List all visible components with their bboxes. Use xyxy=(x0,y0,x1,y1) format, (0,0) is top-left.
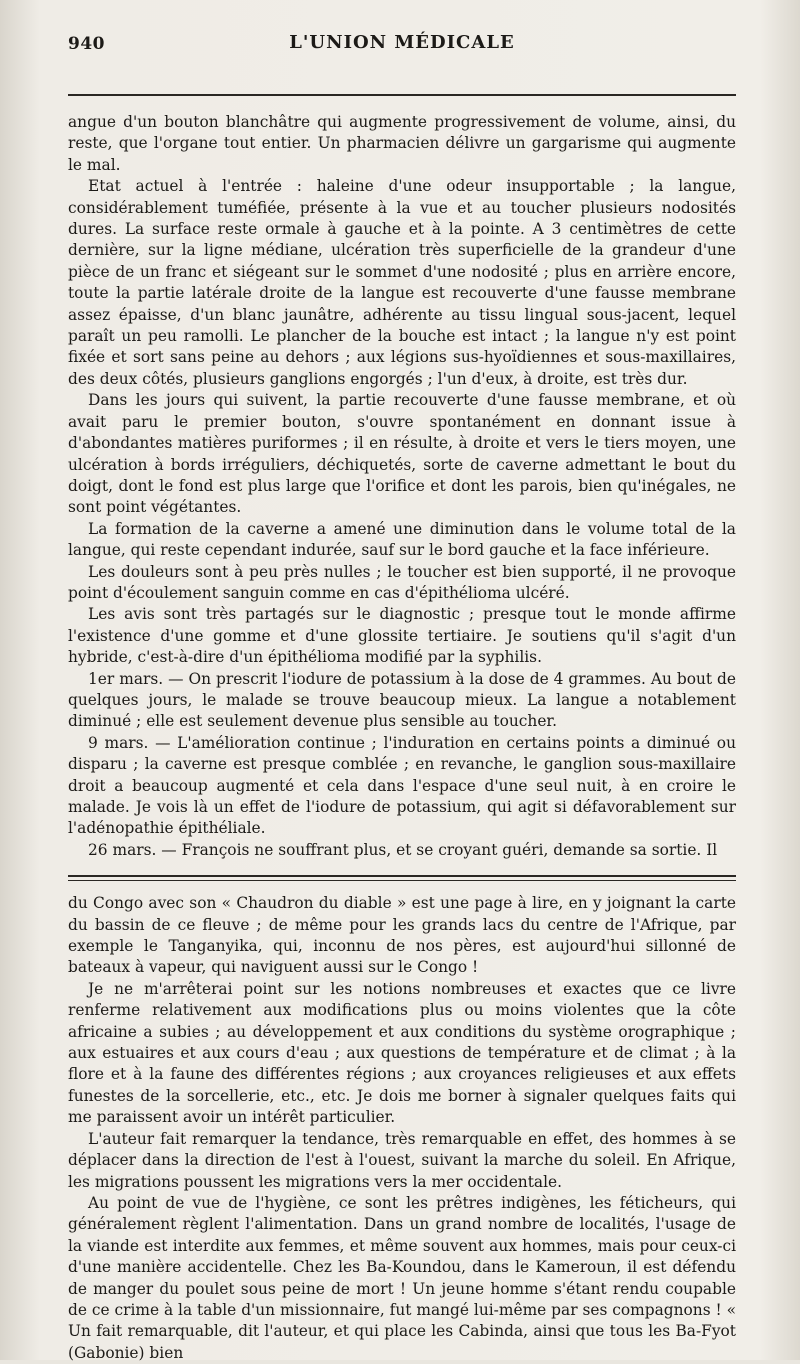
paragraph: 1er mars. — On prescrit l'iodure de potassium à la dose de 4 grammes. Au bout de quelques jours, le malade se trouve beaucoup mieux. La langue a notablement diminué ; elle est seulement devenue plus sensible au toucher. xyxy=(68,669,736,731)
page-number: 940 xyxy=(68,34,105,54)
paragraph: 26 mars. — François ne souffrant plus, et se croyant guéri, demande sa sortie. Il xyxy=(88,840,718,859)
paragraph: La formation de la caverne a amené une diminution dans le volume total de la langue, qui reste cependant indurée, sauf sur le bord gauche et la face inférieure. xyxy=(68,519,736,560)
paragraph: Je ne m'arrêterai point sur les notions nombreuses et exactes que ce livre renferme relativement aux modifications plus ou moins violentes que la côte africaine a subies ; au développement et aux conditions du système orographique ; aux estuaires et aux cours d'eau ; aux questions de température et de climat ; à la flore et à la faune des différentes régions ; aux croyances religieuses et aux effets funestes de la sorcellerie, etc., etc. Je dois me borner à signaler quelques faits qui me paraissent avoir un intérêt particulier. xyxy=(68,979,736,1127)
article-top xyxy=(68,112,736,861)
paragraph: 9 mars. — L'amélioration continue ; l'induration en certains points a diminué ou disparu ; la caverne est presque comblée ; en revanche, le ganglion sous-maxillaire droit a beaucoup augmenté et cela dans l'espace d'une seul nuit, à en croire le malade. Je vois là un effet de l'iodure de potassium, qui agit si défavorablement sur l'adénopathie épithéliale. xyxy=(68,733,736,838)
article-bottom xyxy=(68,893,736,1364)
paragraph: Les douleurs sont à peu près nulles ; le toucher est bien supporté, il ne provoque point d'écoulement sanguin comme en cas d'épithélioma ulcéré. xyxy=(68,562,736,602)
paragraph: Au point de vue de l'hygiène, ce sont les prêtres indigènes, les féticheurs, qui généralement règlent l'alimentation. Dans un grand nombre de localités, l'usage de la viande est interdite aux femmes, et même souvent aux hommes, mais pour ceux-ci d'une manière accidentelle. Chez les Ba-Koundou, dans le Kameroun, il est défendu de manger du poulet sous peine de mort ! Un jeune homme s'étant rendu coupable de ce crime à la table d'un missionnaire, fut mangé lui-même par ses compagnons ! « Un fait remarquable, dit l'auteur, et qui place les Cabinda, ainsi que tous les Ba-Fyot (Gabonie) bien xyxy=(68,1193,736,1362)
paragraph: Etat actuel à l'entrée : haleine d'une odeur insupportable ; la langue, considérablement tuméfiée, présente à la vue et au toucher plusieurs nodosités dures. La surface reste ormale à gauche et à la pointe. A 3 centimètres de cette dernière, sur la ligne médiane, ulcération très superficielle de la grandeur d'une pièce de un franc et siégeant sur le sommet d'une nodosité ; plus en arrière encore, toute la partie latérale droite de la langue est recouverte d'une fausse membrane assez épaisse, d'un blanc jaunâtre, adhérente au tissu lingual sous-jacent, lequel paraît un peu ramolli. Le plancher de la bouche est intact ; la langue n'y est point fixée et sort sans peine au dehors ; aux légions sus-hyoïdiennes et sous-maxillaires, des deux côtés, plusieurs ganglions engorgés ; l'un d'eux, à droite, est très dur. xyxy=(68,177,736,388)
paragraph: Les avis sont très partagés sur le diagnostic ; presque tout le monde affirme l'existence d'une gomme et d'une glossite tertiaire. Je soutiens qu'il s'agit d'un hybride, c'est-à-dire d'un épithélioma modifié par la syphilis. xyxy=(68,605,736,667)
paragraph: Dans les jours qui suivent, la partie recouverte d'une fausse membrane, et où avait paru le premier bouton, s'ouvre spontanément en donnant issue à d'abondantes matières puriformes ; il en résulte, à droite et vers le tiers moyen, une ulcération à bords irréguliers, déchiquetés, sorte de caverne admettant le bout du doigt, dont le fond est plus large que l'orifice et dont les parois, bien qu'inégales, ne sont point végétantes. xyxy=(68,391,736,517)
page-header xyxy=(68,28,736,64)
header-rule xyxy=(68,94,736,96)
section-divider xyxy=(68,875,736,881)
paragraph: du Congo avec son « Chaudron du diable » est une page à lire, en y joignant la carte du bassin de ce fleuve ; de même pour les grands lacs du centre de l'Afrique, par exemple le Tanganyika, qui, inconnu de nos pères, est aujourd'hui sillonné de bateaux à vapeur, qui naviguent aussi sur le Congo ! xyxy=(68,894,736,977)
running-title: L'UNION MÉDICALE xyxy=(289,32,515,53)
paragraph: angue d'un bouton blanchâtre qui augmente progressivement de volume, ainsi, du reste, que l'organe tout entier. Un pharmacien délivre un gargarisme qui augmente le mal. xyxy=(68,113,736,174)
paragraph: L'auteur fait remarquer la tendance, très remarquable en effet, des hommes à se déplacer dans la direction de l'est à l'ouest, suivant la marche du soleil. En Afrique, les migrations poussent les migrations vers la mer occidentale. xyxy=(68,1129,736,1191)
